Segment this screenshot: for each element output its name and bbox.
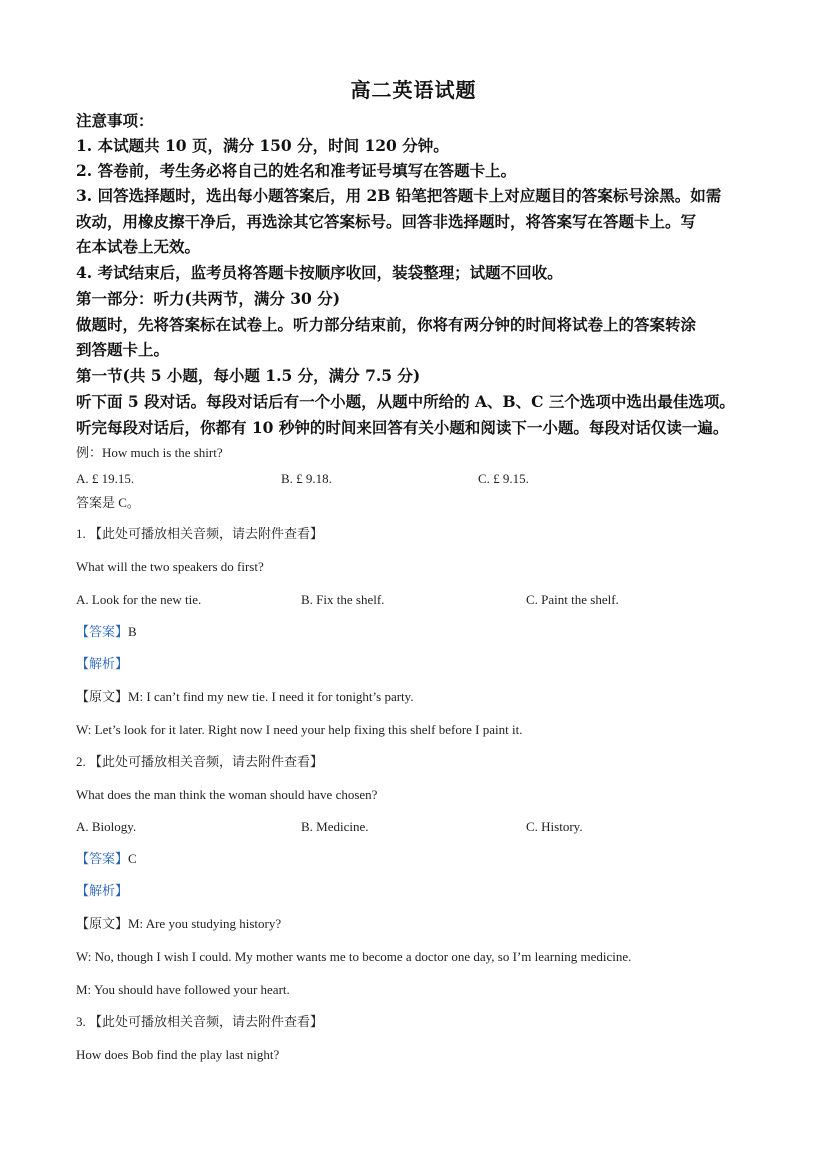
q2-option-c: C. History. [526, 819, 583, 834]
example-option-a: A. £ 19.15. [76, 471, 135, 486]
notice-item: 改动，用橡皮擦干净后，再选涂其它答案标号。回答非选择题时，将答案写在答题卡上。写 [76, 212, 697, 231]
section1-instruction: 听下面 5 段对话。每段对话后有一个小题，从题中所给的 A、B、C 三个选项中选出最佳选项。 [76, 392, 735, 411]
answer-tag: 【答案】 [76, 624, 129, 639]
q2-transcript-line: W: No, though I wish I could. My mother wants me to become a doctor one day, so I’m learning medicine. [76, 949, 632, 964]
q1-question: What will the two speakers do first? [76, 559, 264, 574]
part1-instruction: 做题时，先将答案标在试卷上。听力部分结束前，你将有两分钟的时间将试卷上的答案转涂 [76, 315, 697, 334]
q3-audio: 3. 【此处可播放相关音频，请去附件查看】 [76, 1014, 324, 1029]
notice-item: 3. 回答选择题时，选出每小题答案后，用 2B 铅笔把答题卡上对应题目的答案标号涂黑。如需 [76, 186, 722, 205]
section1-instruction: 听完每段对话后，你都有 10 秒钟的时间来回答有关小题和阅读下一小题。每段对话仅读一遍。 [76, 418, 729, 437]
q2-transcript-line: 【原文】M: Are you studying history? [76, 916, 282, 931]
part1-heading: 第一部分：听力(共两节，满分 30 分) [76, 289, 341, 308]
notice-item: 1. 本试题共 10 页，满分 150 分，时间 120 分钟。 [76, 136, 449, 155]
q2-audio: 2. 【此处可播放相关音频，请去附件查看】 [76, 754, 324, 769]
part1-instruction: 到答题卡上。 [76, 340, 170, 359]
q2-transcript-line: M: You should have followed your heart. [76, 982, 290, 997]
section1-heading: 第一节(共 5 小题，每小题 1.5 分，满分 7.5 分) [76, 366, 421, 385]
example-answer: 答案是 C。 [76, 495, 140, 510]
q1-option-b: B. Fix the shelf. [301, 592, 385, 607]
q1-transcript-line: W: Let’s look for it later. Right now I need your help fixing this shelf before I paint it. [76, 722, 523, 737]
q2-option-a: A. Biology. [76, 819, 137, 834]
q2-analysis-tag: 【解析】 [76, 883, 129, 898]
notice-item: 4. 考试结束后，监考员将答题卡按顺序收回，装袋整理；试题不回收。 [76, 263, 563, 282]
answer-tag: 【答案】 [76, 851, 129, 866]
example-question: 例：How much is the shirt? [76, 445, 223, 460]
notice-item: 2. 答卷前，考生务必将自己的姓名和准考证号填写在答题卡上。 [76, 161, 517, 180]
q1-answer [76, 623, 766, 641]
q1-transcript-line: 【原文】M: I can’t find my new tie. I need it for tonight’s party. [76, 689, 414, 704]
q3-question: How does Bob find the play last night? [76, 1047, 280, 1062]
q2-option-b: B. Medicine. [301, 819, 369, 834]
q2-answer [76, 850, 766, 868]
answer-value: C [128, 851, 137, 866]
notice-item: 在本试卷上无效。 [76, 237, 201, 256]
q1-audio: 1. 【此处可播放相关音频，请去附件查看】 [76, 526, 324, 541]
q1-option-a: A. Look for the new tie. [76, 592, 202, 607]
q2-question: What does the man think the woman should have chosen? [76, 787, 378, 802]
q1-analysis-tag: 【解析】 [76, 656, 129, 671]
notice-heading: 注意事项： [76, 111, 154, 130]
example-option-b: B. £ 9.18. [281, 471, 332, 486]
example-option-c: C. £ 9.15. [478, 471, 529, 486]
page-title: 高二英语试题 [350, 78, 477, 102]
q1-option-c: C. Paint the shelf. [526, 592, 619, 607]
answer-value: B [128, 624, 137, 639]
